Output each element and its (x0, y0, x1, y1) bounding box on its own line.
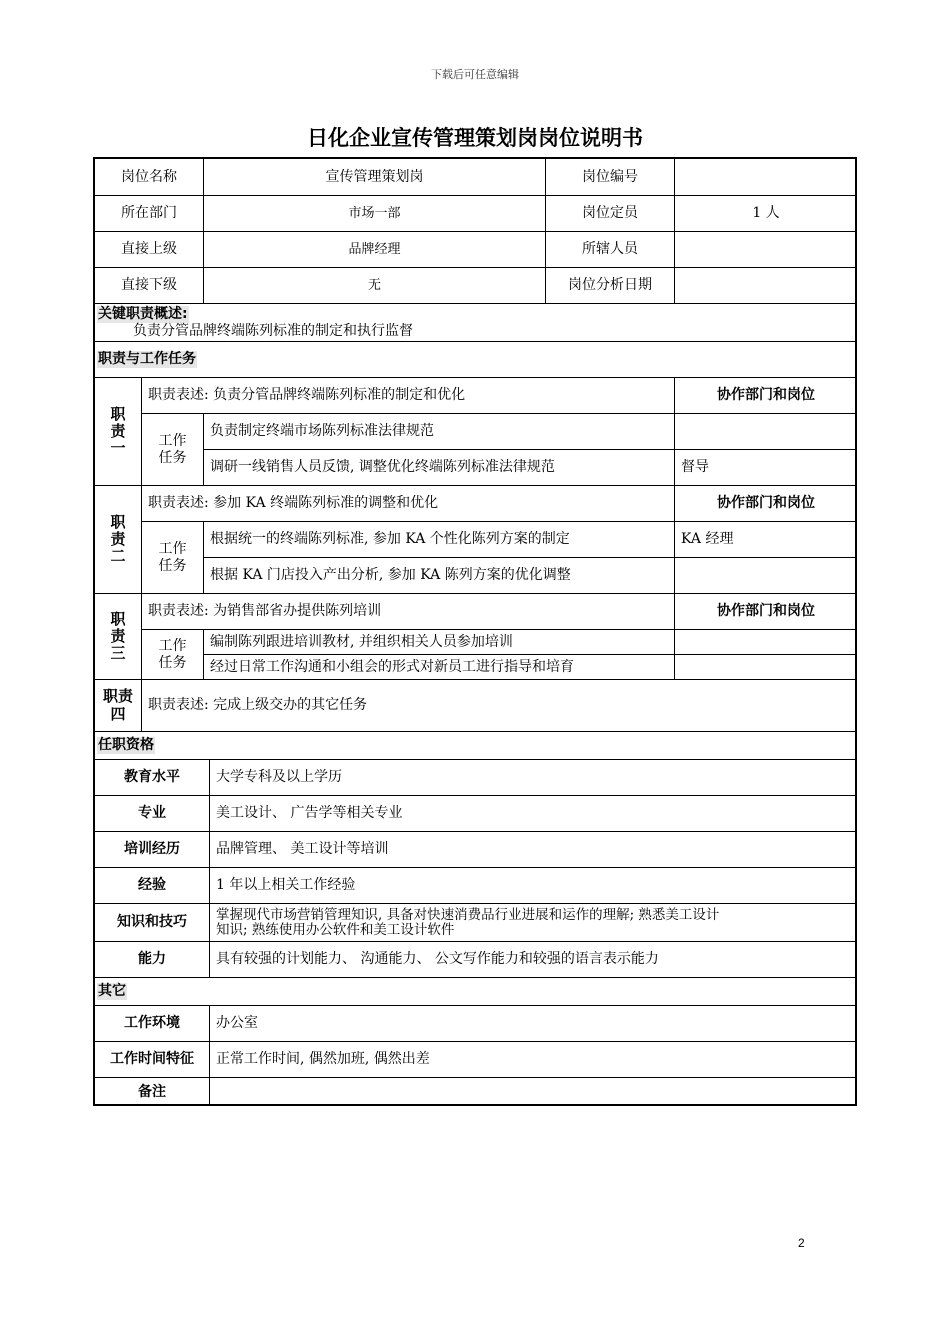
duty-2-task-2: 根据 KA 门店投入产出分析, 参加 KA 陈列方案的优化调整 (203, 557, 674, 593)
duty-2-task-label (141, 521, 203, 593)
duty-1-collab-header: 协作部门和岗位 (674, 377, 857, 413)
qual-major-value: 美工设计、 广告学等相关专业 (209, 795, 857, 831)
duty-3-label-line: 三 (110, 644, 126, 663)
qual-training-value: 品牌管理、 美工设计等培训 (209, 831, 857, 867)
other-remarks-value (209, 1077, 857, 1106)
duty-1-task-1-collab (674, 413, 857, 449)
qual-experience-value: 1 年以上相关工作经验 (209, 867, 857, 903)
other-worktime-label: 工作时间特征 (95, 1041, 209, 1077)
duty-2-description: 职责表述: 参加 KA 终端陈列标准的调整和优化 (141, 485, 674, 521)
qual-training-label: 培训经历 (95, 831, 209, 867)
value-staff (674, 231, 857, 267)
qual-knowledge-line: 知识; 熟练使用办公软件和美工设计软件 (216, 921, 455, 938)
qual-knowledge-label: 知识和技巧 (95, 903, 209, 941)
qual-education-value: 大学专科及以上学历 (209, 759, 857, 795)
value-analysis-date (674, 267, 857, 303)
duty-3-task-label (141, 629, 203, 679)
label-position-name: 岗位名称 (121, 168, 177, 185)
duty-3-collab-header: 协作部门和岗位 (674, 593, 857, 629)
task-label-line: 任务 (158, 449, 187, 466)
duty-3-task-2-collab (674, 654, 857, 679)
duties-heading-text: 职责与工作任务 (98, 351, 196, 368)
qualifications-heading (95, 731, 857, 759)
label-subordinate: 直接下级 (95, 267, 203, 303)
other-environment-value: 办公室 (209, 1005, 857, 1041)
duty-1-task-label (141, 413, 203, 485)
label-department: 所在部门 (95, 195, 203, 231)
duty-4-label-line: 职责 (102, 687, 133, 706)
qualifications-heading-text: 任职资格 (98, 737, 154, 754)
label-staff: 所辖人员 (545, 231, 674, 267)
value-department: 市场一部 (203, 195, 545, 231)
duty-1-label-line: 责 (110, 421, 126, 440)
qual-knowledge-value (209, 903, 857, 941)
duties-heading (95, 341, 857, 377)
duty-3-task-1: 编制陈列跟进培训教材, 并组织相关人员参加培训 (203, 629, 674, 654)
label-superior: 直接上级 (95, 231, 203, 267)
duty-2-collab-header: 协作部门和岗位 (674, 485, 857, 521)
other-worktime-value: 正常工作时间, 偶然加班, 偶然出差 (209, 1041, 857, 1077)
duty-1-task-2-collab: 督导 (674, 449, 857, 485)
duty-4-label (95, 679, 141, 731)
other-heading-text: 其它 (98, 983, 126, 1000)
duty-1-label-line: 职 (110, 404, 126, 423)
qual-education-label: 教育水平 (95, 759, 209, 795)
duty-1-task-1: 负责制定终端市场陈列标准法律规范 (203, 413, 674, 449)
duty-3-task-2: 经过日常工作沟通和小组会的形式对新员工进行指导和培育 (203, 654, 674, 679)
summary-heading: 关键职责概述: (98, 305, 188, 322)
qual-major-label: 专业 (95, 795, 209, 831)
summary-text: 负责分管品牌终端陈列标准的制定和执行监督 (133, 322, 413, 339)
task-label-line: 工作 (158, 540, 187, 557)
duty-1-description: 职责表述: 负责分管品牌终端陈列标准的制定和优化 (141, 377, 674, 413)
duty-2-label-line: 二 (110, 547, 126, 566)
other-heading (95, 977, 857, 1005)
task-label-line: 工作 (158, 432, 187, 449)
other-environment-label: 工作环境 (95, 1005, 209, 1041)
duty-2-task-1: 根据统一的终端陈列标准, 参加 KA 个性化陈列方案的制定 (203, 521, 674, 557)
job-description-table (93, 157, 857, 1106)
duty-2-task-2-collab (674, 557, 857, 593)
duty-2-task-1-collab: KA 经理 (674, 521, 857, 557)
duty-1-label (95, 377, 141, 485)
duty-1-label-line: 一 (110, 439, 126, 458)
task-label-line: 任务 (158, 654, 187, 671)
value-subordinate: 无 (203, 267, 545, 303)
value-position-name: 宣传管理策划岗 (203, 159, 545, 195)
qual-experience-label: 经验 (95, 867, 209, 903)
duty-3-label (95, 593, 141, 679)
qual-ability-label: 能力 (95, 941, 209, 977)
task-label-line: 任务 (158, 557, 187, 574)
label-analysis-date: 岗位分析日期 (545, 267, 674, 303)
page-title: 日化企业宣传管理策划岗岗位说明书 (307, 126, 643, 150)
task-label-line: 工作 (158, 637, 187, 654)
qual-knowledge-line: 掌握现代市场营销管理知识, 具备对快速消费品行业进展和运作的理解; 熟悉美工设计 (216, 906, 720, 923)
duty-2-label-line: 职 (110, 512, 126, 531)
summary-section (95, 303, 857, 341)
other-remarks-label: 备注 (95, 1077, 209, 1106)
duty-3-description: 职责表述: 为销售部省办提供陈列培训 (141, 593, 674, 629)
duty-3-task-1-collab (674, 629, 857, 654)
duty-1-task-2: 调研一线销售人员反馈, 调整优化终端陈列标准法律规范 (203, 449, 674, 485)
duty-4-description: 职责表述: 完成上级交办的其它任务 (141, 679, 857, 731)
duty-2-label-line: 责 (110, 529, 126, 548)
duty-4-label-line: 四 (110, 704, 126, 723)
label-position-code: 岗位编号 (545, 159, 674, 195)
header-note: 下载后可任意编辑 (431, 68, 519, 81)
value-position-code (674, 159, 857, 195)
duty-3-label-line: 责 (110, 626, 126, 645)
label-headcount: 岗位定员 (545, 195, 674, 231)
value-headcount: 1 人 (674, 195, 857, 231)
qual-ability-value: 具有较强的计划能力、 沟通能力、 公文写作能力和较强的语言表示能力 (209, 941, 857, 977)
duty-3-label-line: 职 (110, 609, 126, 628)
duty-2-label (95, 485, 141, 593)
value-superior: 品牌经理 (203, 231, 545, 267)
page-number: 2 (798, 1236, 805, 1250)
